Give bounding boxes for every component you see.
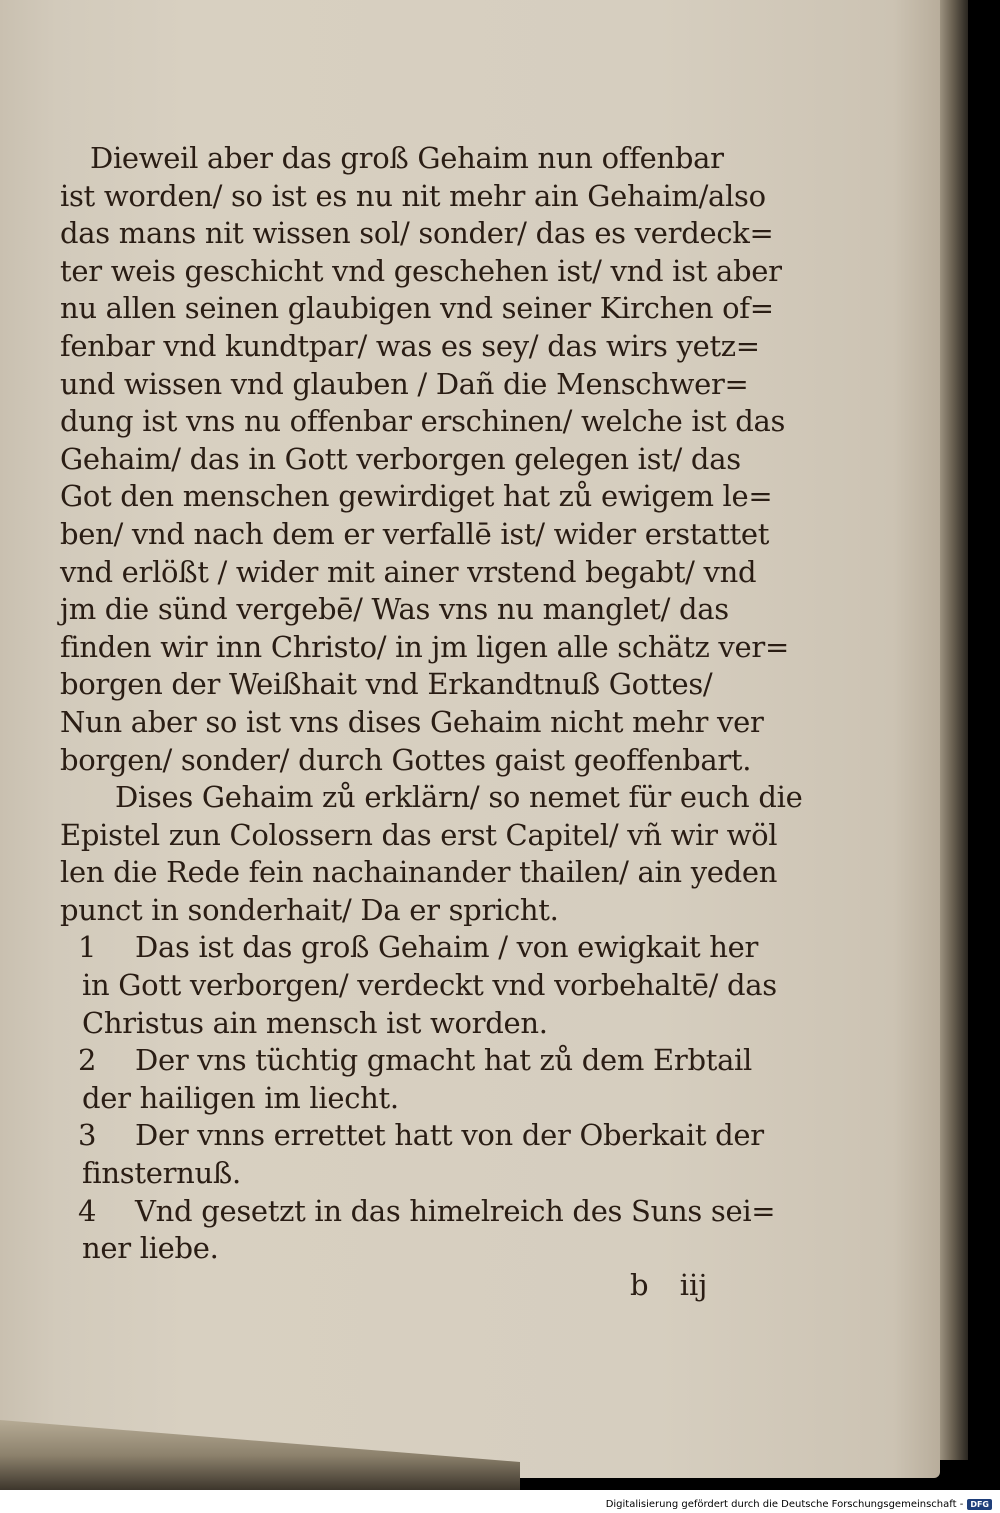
body-text [60, 140, 803, 1268]
item-text: ner liebe. [82, 1231, 219, 1266]
numbered-item [60, 1193, 790, 1231]
dfg-logo-icon: DFG [967, 1499, 992, 1510]
numbered-item [60, 1042, 790, 1080]
text-line: fenbar vnd kundtpar/ was es sey/ das wirs yetz= [60, 328, 760, 363]
numbered-item [60, 1117, 790, 1155]
text-line: Dises Gehaim zů erklärn/ so nemet für euch die [115, 780, 803, 815]
digitization-credit [606, 1499, 992, 1510]
text-line: ist worden/ so ist es nu nit mehr ain Gehaim/also [60, 178, 766, 213]
text-line: Gehaim/ das in Gott verborgen gelegen ist/ das [60, 441, 741, 476]
signature-mark: b iij [630, 1268, 708, 1302]
item-number: 3 [78, 1118, 97, 1153]
numbered-item [60, 929, 790, 967]
item-text: in Gott verborgen/ verdeckt vnd vorbehaltē/ das [82, 968, 777, 1003]
credit-text: Digitalisierung gefördert durch die Deutsche Forschungsgemeinschaft - [605, 1499, 964, 1510]
text-line: ter weis geschicht vnd geschehen ist/ vnd ist aber [60, 253, 782, 288]
item-text: Christus ain mensch ist worden. [82, 1005, 548, 1040]
text-line: nu allen seinen glaubigen vnd seiner Kirchen of= [60, 291, 774, 326]
text-line: borgen/ sonder/ durch Gottes gaist geoffenbart. [60, 742, 752, 777]
text-line: len die Rede fein nachainander thailen/ ain yeden [60, 855, 778, 890]
text-line: vnd erlößt / wider mit ainer vrstend begabt/ vnd [60, 554, 757, 589]
item-text: Das ist das groß Gehaim / von ewigkait her [135, 930, 759, 965]
item-number: 1 [78, 930, 97, 965]
text-line: jm die sünd vergebē/ Was vns nu manglet/ das [60, 592, 729, 627]
item-text: Der vnns errettet hatt von der Oberkait der [135, 1118, 764, 1153]
item-number: 2 [78, 1043, 97, 1078]
text-line: Got den menschen gewirdiget hat zů ewigem le= [60, 479, 773, 514]
page-edge [940, 0, 968, 1460]
item-number: 4 [78, 1193, 97, 1228]
text-line: Nun aber so ist vns dises Gehaim nicht mehr ver [60, 704, 764, 739]
text-line: punct in sonderhait/ Da er spricht. [60, 892, 559, 927]
item-text: Der vns tüchtig gmacht hat zů dem Erbtail [135, 1043, 753, 1078]
text-line: finden wir inn Christo/ in jm ligen alle schätz ver= [60, 629, 789, 664]
text-line: und wissen vnd glauben / Dañ die Menschwer= [60, 366, 749, 401]
text-line: Dieweil aber das groß Gehaim nun offenbar [90, 141, 724, 175]
text-line: dung ist vns nu offenbar erschinen/ welche ist das [60, 404, 786, 439]
text-line: ben/ vnd nach dem er verfallē ist/ wider erstattet [60, 516, 770, 551]
text-line: Epistel zun Colossern das erst Capitel/ vñ wir wöl [60, 817, 778, 852]
item-text: der hailigen im liecht. [82, 1080, 399, 1115]
text-line: das mans nit wissen sol/ sonder/ das es verdeck= [60, 216, 774, 251]
item-text: Vnd gesetzt in das himelreich des Suns sei= [135, 1193, 776, 1228]
text-line: borgen der Weißhait vnd Erkandtnuß Gottes/ [60, 667, 713, 702]
item-text: finsternuß. [82, 1156, 241, 1191]
